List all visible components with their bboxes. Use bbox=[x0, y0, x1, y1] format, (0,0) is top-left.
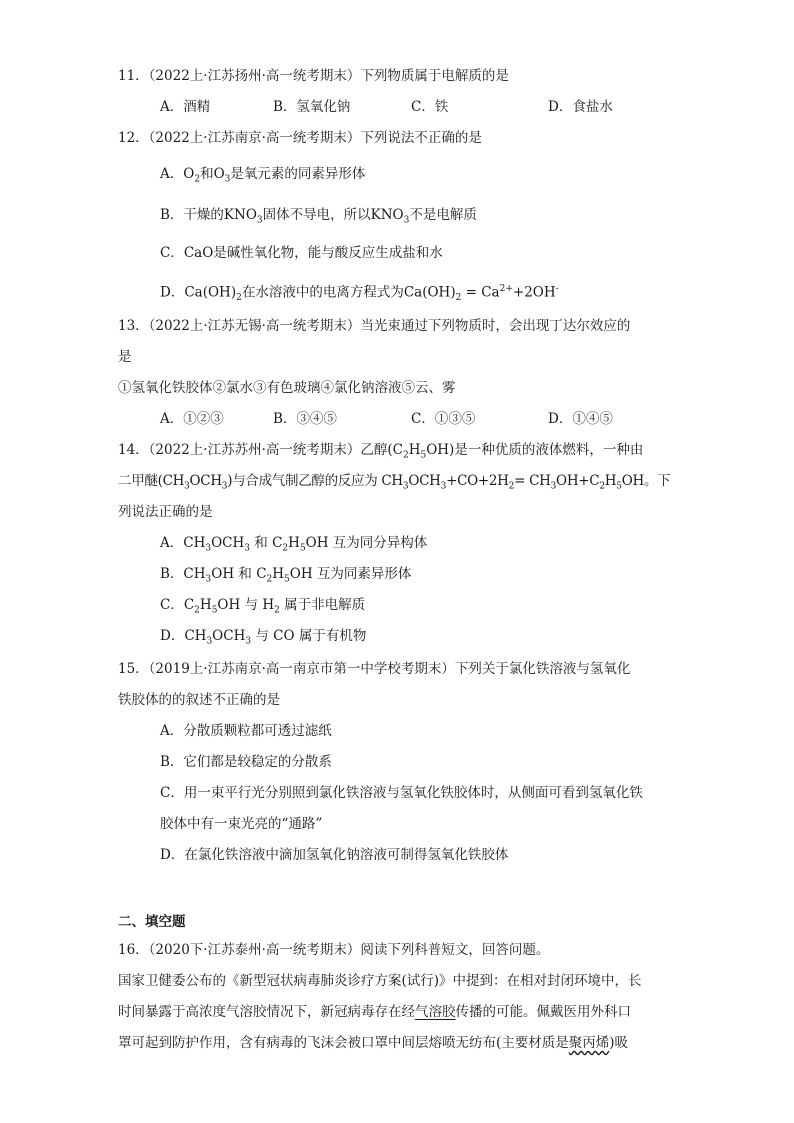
q12-option-c[interactable]: C．CaO是碱性氧化物，能与酸反应生成盐和水 bbox=[160, 245, 443, 261]
question-13-items: ①氢氧化铁胶体②氯水③有色玻璃④氯化钠溶液⑤云、雾 bbox=[118, 380, 456, 396]
q15-option-a[interactable]: A．分散质颗粒都可透过滤纸 bbox=[160, 723, 332, 739]
question-15-stem-line2: 铁胶体的的叙述不正确的是 bbox=[118, 692, 280, 708]
question-13-stem-line1: 13．（2022上·江苏无锡·高一统考期末）当光束通过下列物质时，会出现丁达尔效应的 bbox=[118, 318, 631, 334]
question-13-stem-line2: 是 bbox=[118, 349, 132, 365]
q13-option-c[interactable]: C．①③⑤ bbox=[411, 411, 476, 427]
q16-paragraph-line2: 时间暴露于高浓度气溶胶情况下，新冠病毒存在经气溶胶传播的可能。佩戴医用外科口 bbox=[118, 1004, 631, 1020]
q16-paragraph-line1: 国家卫健委公布的《新型冠状病毒肺炎诊疗方案(试行)》中提到：在相对封闭环境中，长 bbox=[118, 973, 642, 989]
q11-option-d[interactable]: D．食盐水 bbox=[548, 99, 613, 115]
q13-option-d[interactable]: D．①④⑤ bbox=[548, 411, 613, 427]
section-heading: 二、填空题 bbox=[118, 914, 186, 930]
q14-option-a[interactable]: A．$CH_3OCH_3$ 和 $C_2H_5OH$ 互为同分异构体 bbox=[160, 535, 428, 554]
q13-option-a[interactable]: A．①②③ bbox=[160, 411, 224, 427]
question-14-stem-line3: 列说法正确的是 bbox=[118, 504, 213, 520]
q15-option-d[interactable]: D．在氯化铁溶液中滴加氢氧化钠溶液可制得氢氧化铁胶体 bbox=[160, 847, 509, 863]
q12-option-d[interactable]: D．$Ca(OH)_2$在水溶液中的电离方程式为$Ca(OH)_2 = Ca^{2+}+2OH^-$ bbox=[160, 284, 559, 304]
question-12-stem: 12．（2022上·江苏南京·高一统考期末）下列说法不正确的是 bbox=[118, 130, 482, 146]
q11-option-c[interactable]: C．铁 bbox=[411, 99, 449, 115]
q15-option-c-line1[interactable]: C．用一束平行光分别照到氯化铁溶液与氢氧化铁胶体时，从侧面可看到氢氧化铁 bbox=[160, 785, 643, 801]
underlined-term: 气溶胶 bbox=[415, 1004, 456, 1020]
question-11-stem: 11．（2022上·江苏扬州·高一统考期末）下列物质属于电解质的是 bbox=[118, 68, 509, 84]
q16-paragraph-line3: 罩可起到防护作用，含有病毒的飞沫会被口罩中间层熔喷无纺布(主要材质是聚丙烯)吸 bbox=[118, 1035, 629, 1051]
q14-option-c[interactable]: C．$C_2H_5OH$ 与 $H_2$ 属于非电解质 bbox=[160, 597, 366, 616]
q15-option-c-line2[interactable]: 胶体中有一束光亮的“通路” bbox=[160, 816, 323, 832]
q14-option-b[interactable]: B．$CH_3OH$ 和 $C_2H_5OH$ 互为同素异形体 bbox=[160, 566, 412, 585]
q14-option-d[interactable]: D．$CH_3OCH_3$ 与 CO 属于有机物 bbox=[160, 628, 367, 647]
q11-option-b[interactable]: B．氢氧化钠 bbox=[273, 99, 351, 115]
q11-option-a[interactable]: A．酒精 bbox=[160, 99, 211, 115]
q12-option-b[interactable]: B．干燥的$KNO_3$固体不导电，所以$KNO_3$不是电解质 bbox=[160, 207, 477, 226]
question-14-stem-line2: 二甲醚$(CH_3OCH_3)$与合成气制乙醇的反应为 $CH_3OCH_3+CO+2H_2= CH_3OH+C_2H_5OH$。下 bbox=[118, 473, 671, 492]
q13-option-b[interactable]: B．③④⑤ bbox=[273, 411, 337, 427]
question-15-stem-line1: 15．（2019上·江苏南京·高一南京市第一中学校考期末）下列关于氯化铁溶液与氢氧化 bbox=[118, 661, 631, 677]
q15-option-b[interactable]: B．它们都是较稳定的分散系 bbox=[160, 754, 332, 770]
question-16-stem: 16．（2020下·江苏泰州·高一统考期末）阅读下列科普短文，回答问题。 bbox=[118, 942, 550, 958]
q12-option-a[interactable]: A．$O_2$和$O_3$是氧元素的同素异形体 bbox=[160, 166, 366, 185]
wavy-underlined-term: 聚丙烯 bbox=[568, 1035, 610, 1051]
question-14-stem-line1: 14．（2022上·江苏苏州·高一统考期末）乙醇$(C_2H_5OH)$是一种优质的液体燃料，一种由 bbox=[118, 442, 644, 461]
